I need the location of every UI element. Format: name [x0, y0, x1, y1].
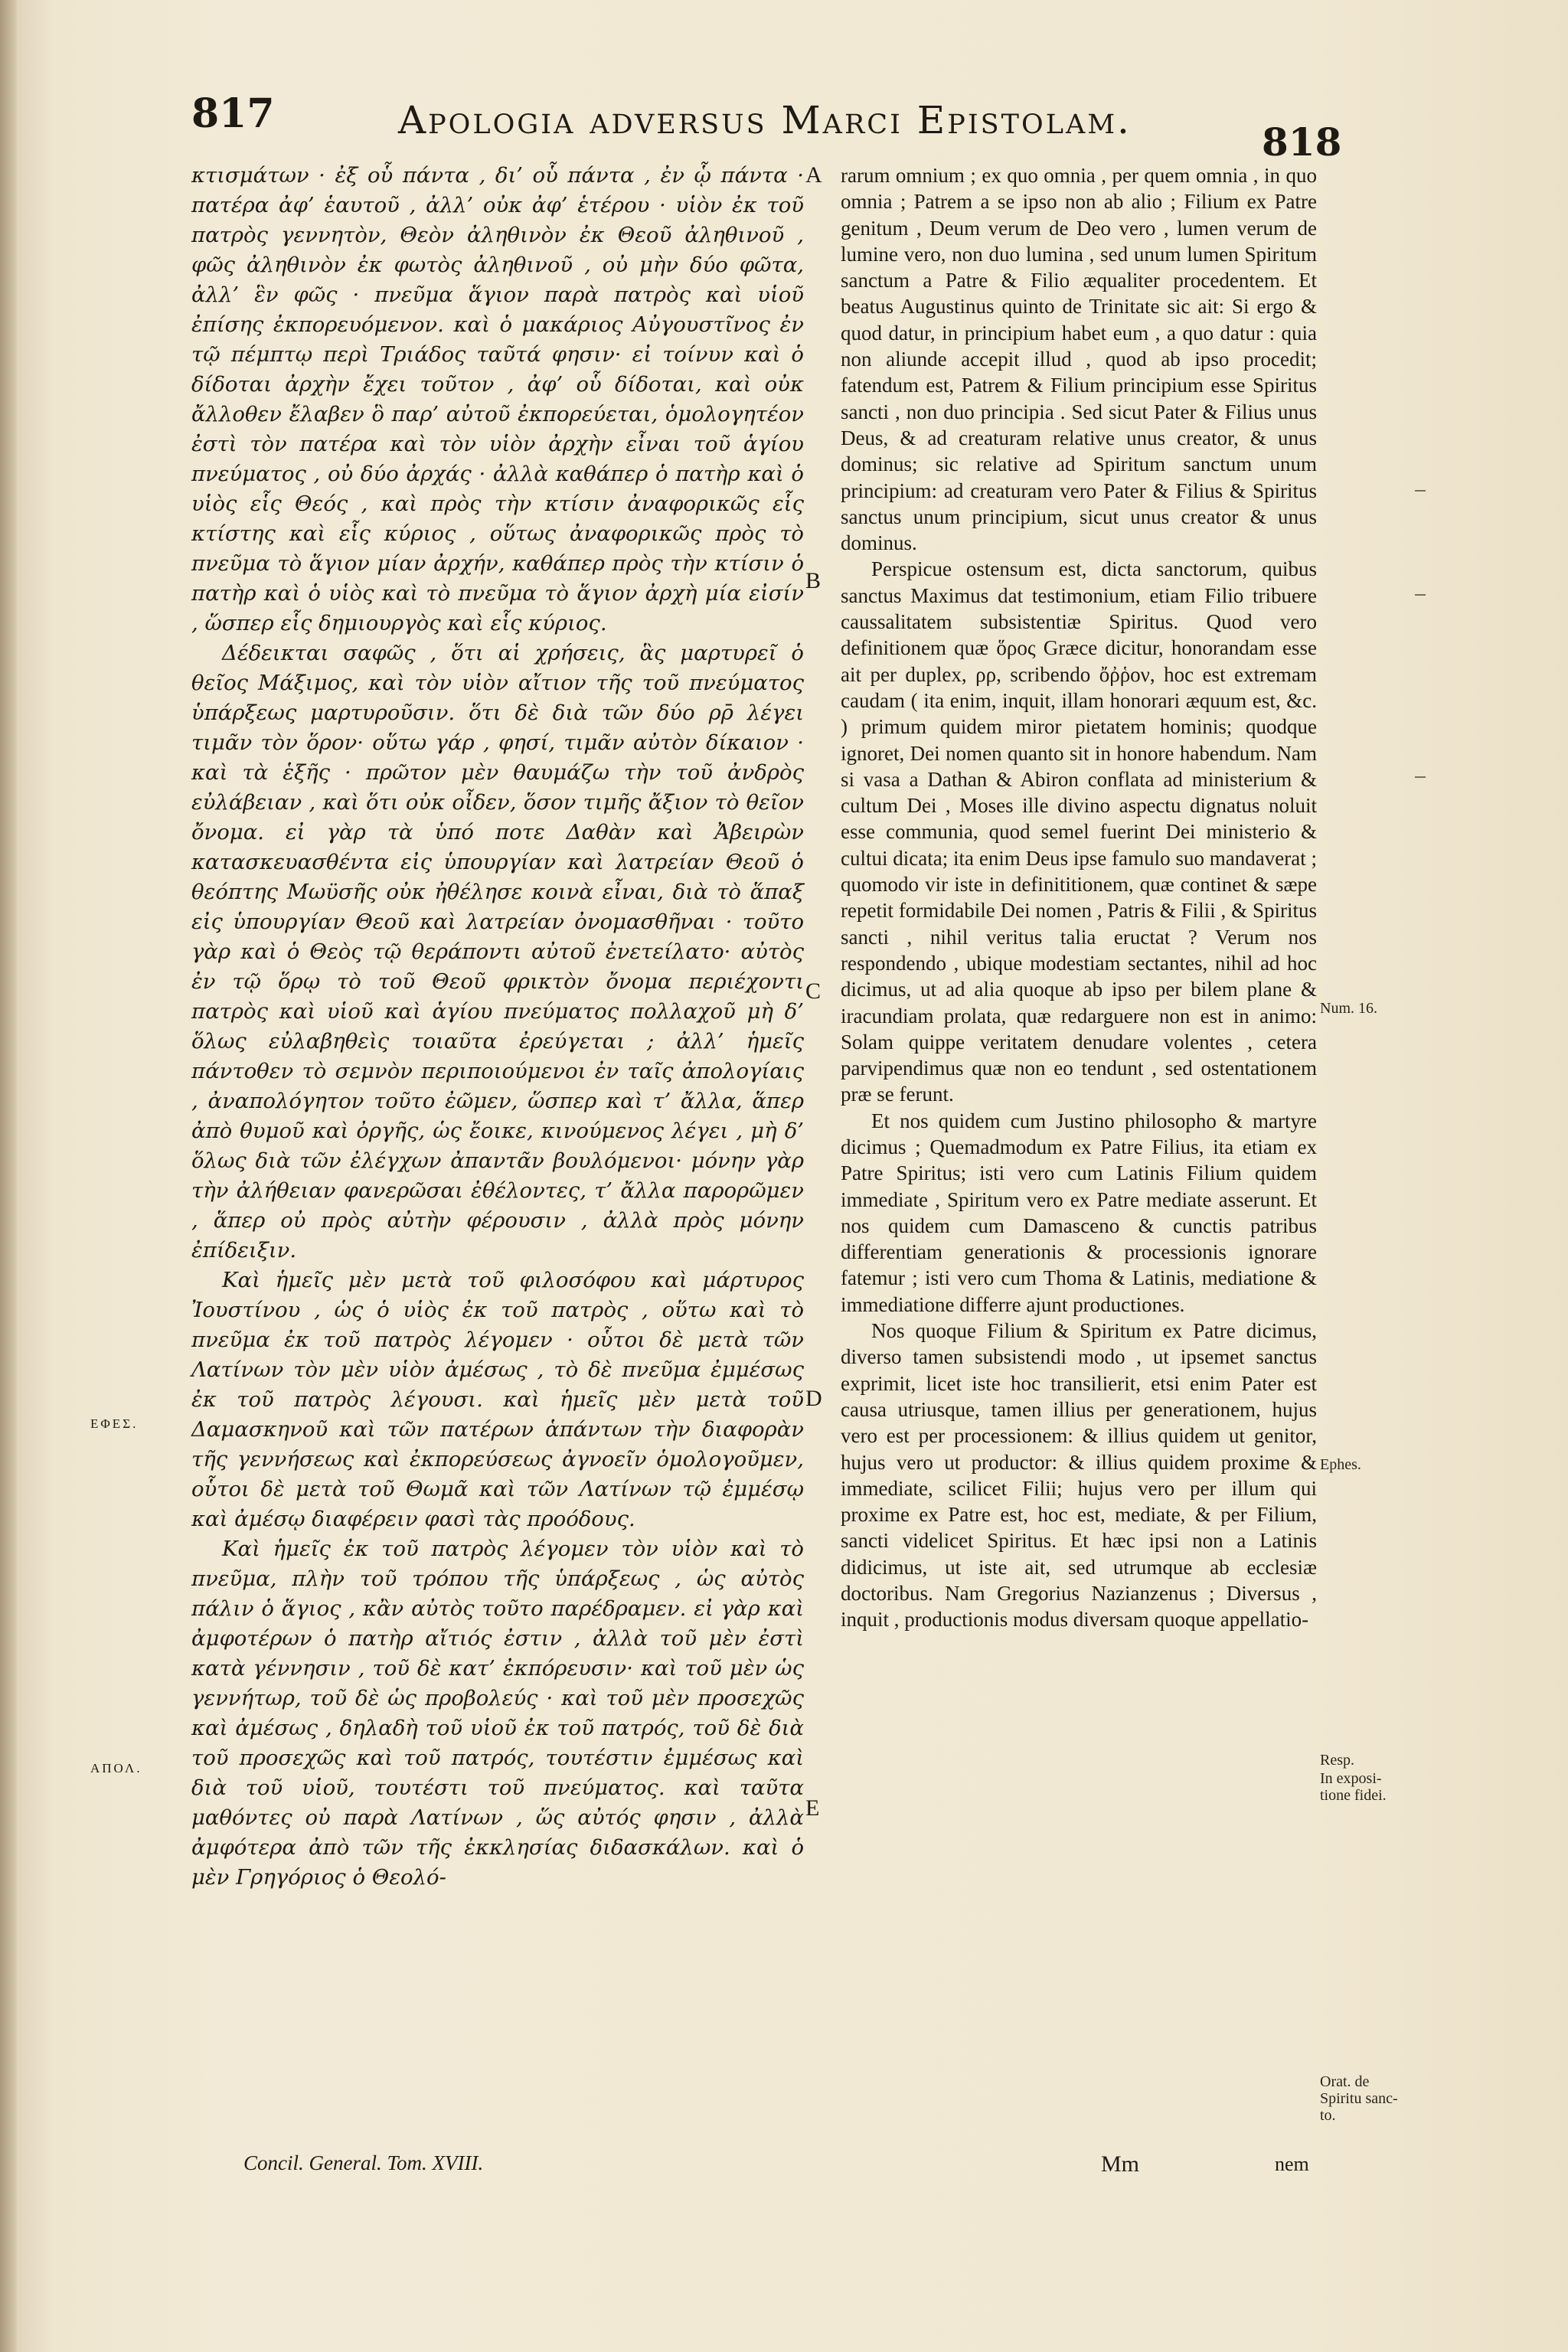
margin-mark: [1415, 490, 1426, 492]
page-number-right: 818: [1262, 119, 1342, 165]
section-marker-a: A: [805, 162, 822, 188]
latin-paragraph: rarum omnium ; ex quo omnia , per quem omnia , in quo omnia ; Patrem a se ipso non ab alio ; Filium ex Patre genitum , Deum verum de Deo vero , lumen verum de lumine vero, non duo lumina , sed unum lumen Spiritum sanctum a Patre & Filio æqualiter procedentem. Et beatus Augustinus quinto de Trinitate sic ait: Si ergo & quod datur, in principium habet eum , a quo datur : quia non aliunde accepit illud , quod ab ipso procedit; fatendum est, Patrem & Filium principium esse Spiritus sancti , non duo principia . Sed sicut Pater & Filius unus Deus, & ad creaturam relative unus creator, & unus dominus; sic relative ad Spiritum sanctum unum principium: ad creaturam vero Pater & Filius & Spiritus sanctus unum principium, sicut unus creator & unus dominus.: [841, 164, 1317, 555]
margin-note-resp-body: In exposi-tione fidei.: [1320, 1770, 1387, 1804]
greek-paragraph: Καὶ ἡμεῖς ἐκ τοῦ πατρὸς λέγομεν τὸν υἱὸν καὶ τὸ πνεῦμα, πλὴν τοῦ τρόπου τῆς ὑπάρξεως , ὡς αὐτὸς πάλιν ὁ ἅγιος , κἂν αὐτὸς τοῦτο παρέδραμεν. εἰ γὰρ καὶ ἀμφοτέρων ὁ πατὴρ αἴτιός ἐστιν , ἀλλὰ τοῦ μὲν ἐστὶ κατὰ γέννησιν , τοῦ δὲ κατ’ ἐκπόρευσιν· καὶ τοῦ μὲν ὡς γεννήτωρ, τοῦ δὲ ὡς προβολεύς · καὶ τοῦ μὲν προσεχῶς καὶ ἀμέσως , δηλαδὴ τοῦ υἱοῦ ἐκ τοῦ πατρός, τοῦ δὲ διὰ τοῦ προσεχῶς καὶ τοῦ πατρός, τουτέστιν ἐμμέσως καὶ διὰ τοῦ υἱοῦ, τουτέστι τοῦ πνεύματος. καὶ ταῦτα μαθόντες οὐ παρὰ Λατίνων , ὥς αὐτός φησιν , ἀλλὰ ἀμφότερα ἀπὸ τῶν τῆς ἐκκλησίας διδασκάλων. καὶ ὁ μὲν Γρηγόριος ὁ Θεολό-: [191, 1537, 804, 1890]
latin-paragraph: Et nos quidem cum Justino philosopho & martyre dicimus ; Quemadmodum ex Patre Filius, ita etiam ex Patre Spiritus; isti vero cum Latinis Filium quidem immediate , Spiritum vero ex Patre mediate asserunt. Et nos quidem cum Damasceno & cunctis patribus differentiam generationis & processionis ignorare fatemur ; isti vero cum Thoma & Latinis, mediatione & immediatione differre ajunt productiones.: [841, 1109, 1317, 1316]
latin-paragraph: Nos quoque Filium & Spiritum ex Patre dicimus, diverso tamen subsistendi modo , ut ipsemet sanctus exprimit, licet iste hoc transilierit, etsi enim Pater est causa utriusque, tamen illius per generationem, hujus vero est per processionem: & illius quidem ut genitor, hujus vero ut productor: & illius quidem proxime & immediate, scilicet Filii; hujus vero per illum qui proxime ex Patre est, hoc est, mediate, & per Filium, sancti videlicet Spiritus. Et hæc ipsi non a Latinis didicimus, ut iste ait, sed utrumque ab ecclesiæ doctoribus. Nam Gregorius Nazianzenus ; Diversus , inquit , productionis modus diversam quoque appellatio-: [841, 1319, 1317, 1632]
speaker-label-ephes: ΕΦΕΣ.: [90, 1416, 139, 1431]
book-spine-shadow: [0, 0, 17, 2352]
section-marker-e: E: [805, 1795, 820, 1821]
section-marker-b: B: [805, 568, 822, 593]
greek-column: [191, 161, 804, 1893]
speaker-label-apol: ΑΠΟΛ.: [90, 1761, 142, 1775]
margin-note-orat: Orat. de Spiritu sanc-to.: [1320, 2073, 1398, 2124]
margin-note-resp-title: Resp.: [1320, 1752, 1354, 1769]
section-marker-d: D: [805, 1386, 822, 1411]
margin-note-num: Num. 16.: [1320, 1000, 1377, 1017]
catchword: nem: [1275, 2153, 1309, 2175]
page-number-left: 817: [191, 90, 275, 137]
greek-paragraph: Καὶ ἡμεῖς μὲν μετὰ τοῦ φιλοσόφου καὶ μάρτυρος Ἰουστίνου , ὡς ὁ υἱὸς ἐκ τοῦ πατρὸς , οὕτω καὶ τὸ πνεῦμα ἐκ τοῦ πατρὸς λέγομεν · οὗτοι δὲ μετὰ τῶν Λατίνων τὸν μὲν υἱὸν ἀμέσως , τὸ δὲ πνεῦμα ἐμμέσως ἐκ τοῦ πατρὸς λέγουσι. καὶ ἡμεῖς μὲν μετὰ τοῦ Δαμασκηνοῦ καὶ τῶν πατέρων ἁπάντων τὴν διαφορὰν τῆς γεννήσεως καὶ ἐκπορεύσεως ἀγνοεῖν ὁμολογοῦμεν, οὗτοι δὲ μετὰ τοῦ Θωμᾶ καὶ τῶν Λατίνων τῷ ἐμμέσῳ καὶ ἀμέσῳ διαφέρειν φασὶ τὰς προόδους.: [191, 1268, 804, 1531]
margin-mark: [1415, 776, 1426, 778]
latin-paragraph: Perspicue ostensum est, dicta sanctorum, quibus sanctus Maximus dat testimonium, etiam Filio tribuere caussalitatem subsistentiæ Spiritus. Quod vero definitionem quæ ὅρος Græce dicitur, honorandam esse ait per duplex, ρρ, scribendo ὄῤῥον, hoc est extremam caudam ( ita enim, inquit, illam honorari æquum est, &c. ) primum quidem miror pietatem hominis; quodque ignoret, Dei nomen quanto sit in honore habendum. Nam si vasa a Dathan & Abiron conflata ad ministerium & cultum Dei , Moses ille divino aspectu dignatus noluit esse communia, quod semel fuerint Dei ministerio & cultui dicata; ita enim Deus ipse famulo suo mandaverat ; quomodo vir iste in definititionem, quæ continet & sæpe repetit formidabile Dei nomen , Patris & Filii , & Spiritus sancti , nihil veritus talia eructat ? Verum nos respondendo , ubique modestiam sectantes, nihil ad hoc dicimus, ut ad alia quoque ab ipso per bilem plane & iracundiam prolata, quæ redarguere non est in animo: Solam quippe veritatem denudare volentes , cetera parvipendimus quæ non eo tendunt , sed ostentationem præ se ferunt.: [841, 557, 1317, 1106]
latin-column: [841, 162, 1317, 1633]
volume-footer: Concil. General. Tom. XVIII.: [243, 2151, 484, 2174]
signature-mark: Mm: [1101, 2151, 1140, 2177]
margin-mark: [1415, 594, 1426, 596]
running-title: Apologia adversus Marci Epistolam.: [398, 98, 1132, 142]
section-marker-c: C: [805, 978, 822, 1004]
greek-paragraph: κτισμάτων · ἐξ οὗ πάντα , δι’ οὗ πάντα , ἐν ᾧ πάντα · πατέρα ἀφ’ ἑαυτοῦ , ἀλλ’ οὐκ ἀφ’ ἑτέρου · υἱὸν ἐκ τοῦ πατρὸς γεννητὸν, Θεὸν ἀληθινὸν ἐκ Θεοῦ ἀληθινοῦ , φῶς ἀληθινὸν ἐκ φωτὸς ἀληθινοῦ , οὐ μὴν δύο φῶτα, ἀλλ’ ἓν φῶς · πνεῦμα ἅγιον παρὰ πατρὸς καὶ υἱοῦ ἐπίσης ἐκπορευόμενον. καὶ ὁ μακάριος Αὐγουστῖνος ἐν τῷ πέμπτῳ περὶ Τριάδος ταῦτά φησιν· εἰ τοίνυν καὶ ὁ δίδοται ἀρχὴν ἔχει τοῦτον , ἀφ’ οὗ δίδοται, καὶ οὐκ ἄλλοθεν ἔλαβεν ὃ παρ’ αὐτοῦ ἐκπορεύεται, ὁμολογητέον ἐστὶ τὸν πατέρα καὶ τὸν υἱὸν ἀρχὴν εἶναι τοῦ ἁγίου πνεύματος , οὐ δύο ἀρχάς · ἀλλὰ καθάπερ ὁ πατὴρ καὶ ὁ υἱὸς εἷς Θεός , καὶ πρὸς τὴν κτίσιν ἀναφορικῶς εἷς κτίστης καὶ εἷς κύριος , οὕτως ἀναφορικῶς πρὸς τὸ πνεῦμα τὸ ἅγιον μίαν ἀρχήν, καθάπερ πρὸς τὴν κτίσιν ὁ πατὴρ καὶ ὁ υἱὸς καὶ τὸ πνεῦμα τὸ ἅγιον ἀρχὴ μία εἰσίν , ὥσπερ εἷς δημιουργὸς καὶ εἷς κύριος.: [191, 163, 804, 635]
greek-paragraph: Δέδεικται σαφῶς , ὅτι αἱ χρήσεις, ἃς μαρτυρεῖ ὁ θεῖος Μάξιμος, καὶ τὸν υἱὸν αἴτιον τῆς τοῦ πνεύματος ὑπάρξεως μαρτυροῦσιν. ὅτι δὲ διὰ τῶν δύο ρρ̄ λέγει τιμᾶν τὸν ὅρον· οὕτω γάρ , φησί, τιμᾶν αὐτὸν δίκαιον · καὶ τὰ ἑξῆς · πρῶτον μὲν θαυμάζω τὴν τοῦ ἀνδρὸς εὐλάβειαν , καὶ ὅτι οὐκ οἶδεν, ὅσον τιμῆς ἄξιον τὸ θεῖον ὄνομα. εἰ γὰρ τὰ ὑπό ποτε Δαθὰν καὶ Ἀβειρὼν κατασκευασθέντα εἰς ὑπουργίαν καὶ λατρείαν Θεοῦ ὁ θεόπτης Μωϋσῆς οὐκ ἠθέλησε κοινὰ εἶναι, διὰ τὸ ἅπαξ εἰς ὑπουργίαν Θεοῦ καὶ λατρείαν ὀνομασθῆναι · τοῦτο γὰρ καὶ ὁ Θεὸς τῷ θεράποντι αὐτοῦ ἐνετείλατο· αὐτὸς ἐν τῷ ὅρῳ τὸ τοῦ Θεοῦ φρικτὸν ὄνομα περιέχοντι πατρὸς καὶ υἱοῦ καὶ ἁγίου πνεύματος πολλαχοῦ μὴ δ’ ὅλως εὐλαβηθεὶς τοιαῦτα ἐρεύγεται ; ἀλλ’ ἡμεῖς πάντοθεν τὸ σεμνὸν περιποιούμενοι ἐν ταῖς ἀπολογίαις , ἀναπολόγητον τοῦτο ἐῶμεν, ὥσπερ καὶ τ’ ἄλλα, ἅπερ ἀπὸ θυμοῦ καὶ ὀργῆς, ὡς ἔοικε, κινούμενος λέγει , μὴ δ’ ὅλως διὰ τῶν ἐλέγχων ἀπαντᾶν βουλόμενοι· μόνην γὰρ τὴν ἀλήθειαν φανερῶσαι ἐθέλοντες, τ’ ἄλλα παρορῶμεν , ἅπερ οὐ πρὸς αὐτὴν φέρουσιν , ἀλλὰ πρὸς μόνην ἐπίδειξιν.: [191, 641, 804, 1263]
margin-note-ephes: Ephes.: [1320, 1456, 1361, 1473]
